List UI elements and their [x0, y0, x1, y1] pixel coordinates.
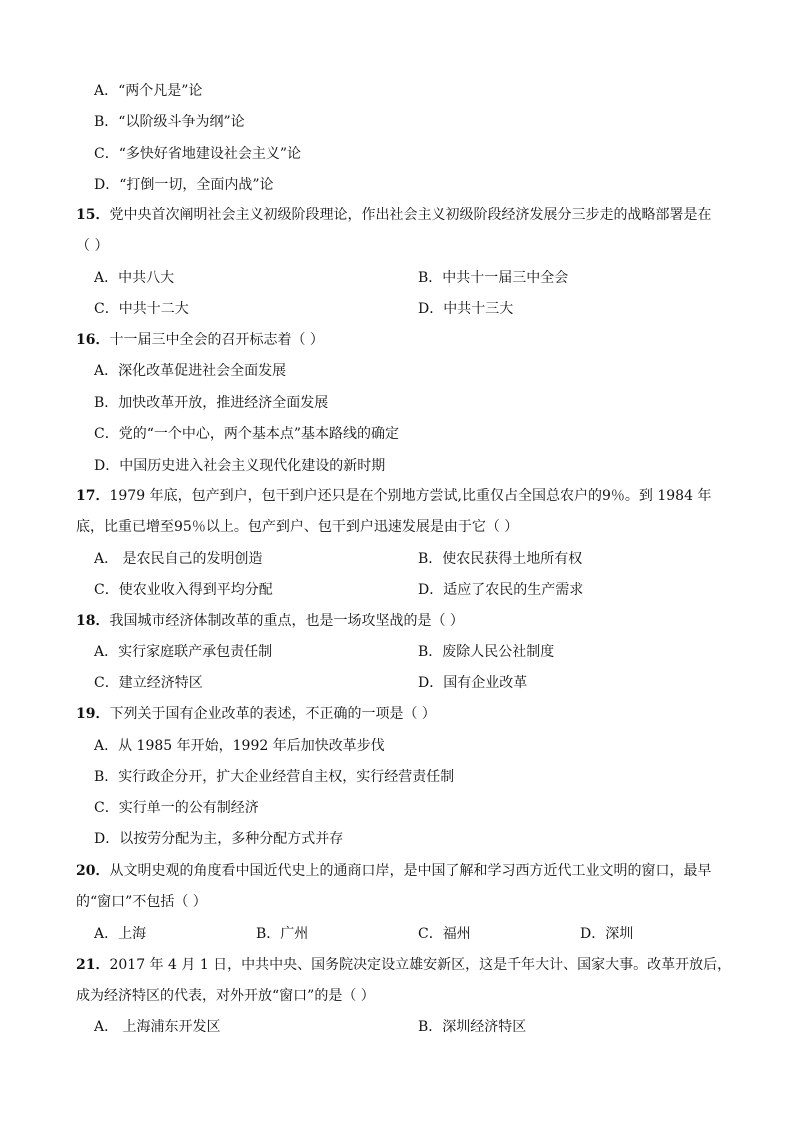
q20-stem-line1	[76, 861, 711, 881]
q17-option-c: C．使农业收入得到平均分配	[94, 582, 273, 598]
q19-option-b: B．实行政企分开，扩大企业经营自主权，实行经营责任制	[94, 769, 455, 785]
q21-text-line1: 2017 年 4 月 1 日，中共中央、国务院决定设立雄安新区，这是千年大计、国家大事。改革开放后，	[109, 957, 732, 973]
q16-number: 16．	[76, 332, 110, 348]
q16-option-c: C．党的“一个中心，两个基本点”基本路线的确定	[94, 426, 400, 442]
q15-option-c: C．中共十二大	[94, 301, 189, 317]
q19-option-a: A．从 1985 年开始，1992 年后加快改革步伐	[94, 738, 385, 754]
q18-option-a: A．实行家庭联产承包责任制	[94, 644, 273, 660]
q17-option-d: D．适应了农民的生产需求	[418, 582, 584, 598]
q15-number: 15．	[76, 207, 110, 223]
q15-option-a: A．中共八大	[94, 270, 175, 286]
q19-number: 19．	[76, 706, 110, 722]
q17-option-a: A． 是农民自己的发明创造	[94, 551, 263, 567]
q20-text-line1: 从文明史观的角度看中国近代史上的通商口岸，是中国了解和学习西方近代工业文明的窗口，最早	[109, 863, 712, 879]
q17-stem-line1	[76, 486, 711, 506]
q16-option-a: A．深化改革促进社会全面发展	[94, 363, 287, 379]
q15-stem-line1	[76, 205, 711, 225]
q15-text-line1: 党中央首次阐明社会主义初级阶段理论，作出社会主义初级阶段经济发展分三步走的战略部署是在	[109, 207, 712, 223]
q18-option-b: B．废除人民公社制度	[418, 644, 555, 660]
q17-option-b: B．使农民获得土地所有权	[418, 551, 583, 567]
q18-option-c: C．建立经济特区	[94, 675, 203, 691]
q18-number: 18．	[76, 613, 110, 629]
q15-stem-line2: （ ）	[76, 238, 109, 254]
q21-stem-line1	[76, 955, 731, 975]
q16-option-d: D．中国历史进入社会主义现代化建设的新时期	[94, 458, 386, 474]
q14-option-c: C．“多快好省地建设社会主义”论	[94, 146, 302, 162]
q19-stem	[76, 704, 436, 724]
q20-stem-line2: 的“窗口”不包括（ ）	[76, 894, 207, 910]
q18-option-d: D．国有企业改革	[418, 675, 528, 691]
q15-option-b: B．中共十一届三中全会	[418, 270, 569, 286]
q16-stem	[76, 330, 324, 350]
q18-stem	[76, 611, 464, 631]
q14-option-b: B．“以阶级斗争为纲”论	[94, 114, 245, 130]
q19-option-c: C．实行单一的公有制经济	[94, 800, 259, 816]
q21-option-a: A． 上海浦东开发区	[94, 1019, 221, 1035]
q21-option-b: B．深圳经济特区	[418, 1019, 527, 1035]
q20-option-b: B．广州	[256, 926, 309, 942]
q20-option-d: D．深圳	[580, 926, 634, 942]
q18-text: 我国城市经济体制改革的重点，也是一场攻坚战的是（ ）	[109, 613, 464, 629]
q20-number: 20．	[76, 863, 110, 879]
q17-number: 17．	[76, 488, 110, 504]
q20-option-a: A．上海	[94, 926, 147, 942]
q17-text-line1: 1979 年底，包产到户，包干到户还只是在个别地方尝试,比重仅占全国总农户的9％。到 1984 年	[109, 488, 712, 504]
q19-option-d: D．以按劳分配为主，多种分配方式并存	[94, 831, 344, 847]
q16-text: 十一届三中全会的召开标志着（ ）	[109, 332, 324, 348]
q14-option-d: D．“打倒一切，全面内战”论	[94, 177, 274, 193]
q21-number: 21．	[76, 957, 110, 973]
q17-stem-line2: 底，比重已增至95％以上。包产到户、包干到户迅速发展是由于它（ ）	[76, 519, 519, 535]
q20-option-c: C．福州	[418, 926, 471, 942]
q21-stem-line2: 成为经济特区的代表，对外开放“窗口”的是（ ）	[76, 988, 375, 1004]
q15-option-d: D．中共十三大	[418, 301, 514, 317]
q19-text: 下列关于国有企业改革的表述，不正确的一项是（ ）	[109, 706, 436, 722]
q16-option-b: B．加快改革开放，推进经济全面发展	[94, 395, 329, 411]
q14-option-a: A．“两个凡是”论	[94, 83, 203, 99]
